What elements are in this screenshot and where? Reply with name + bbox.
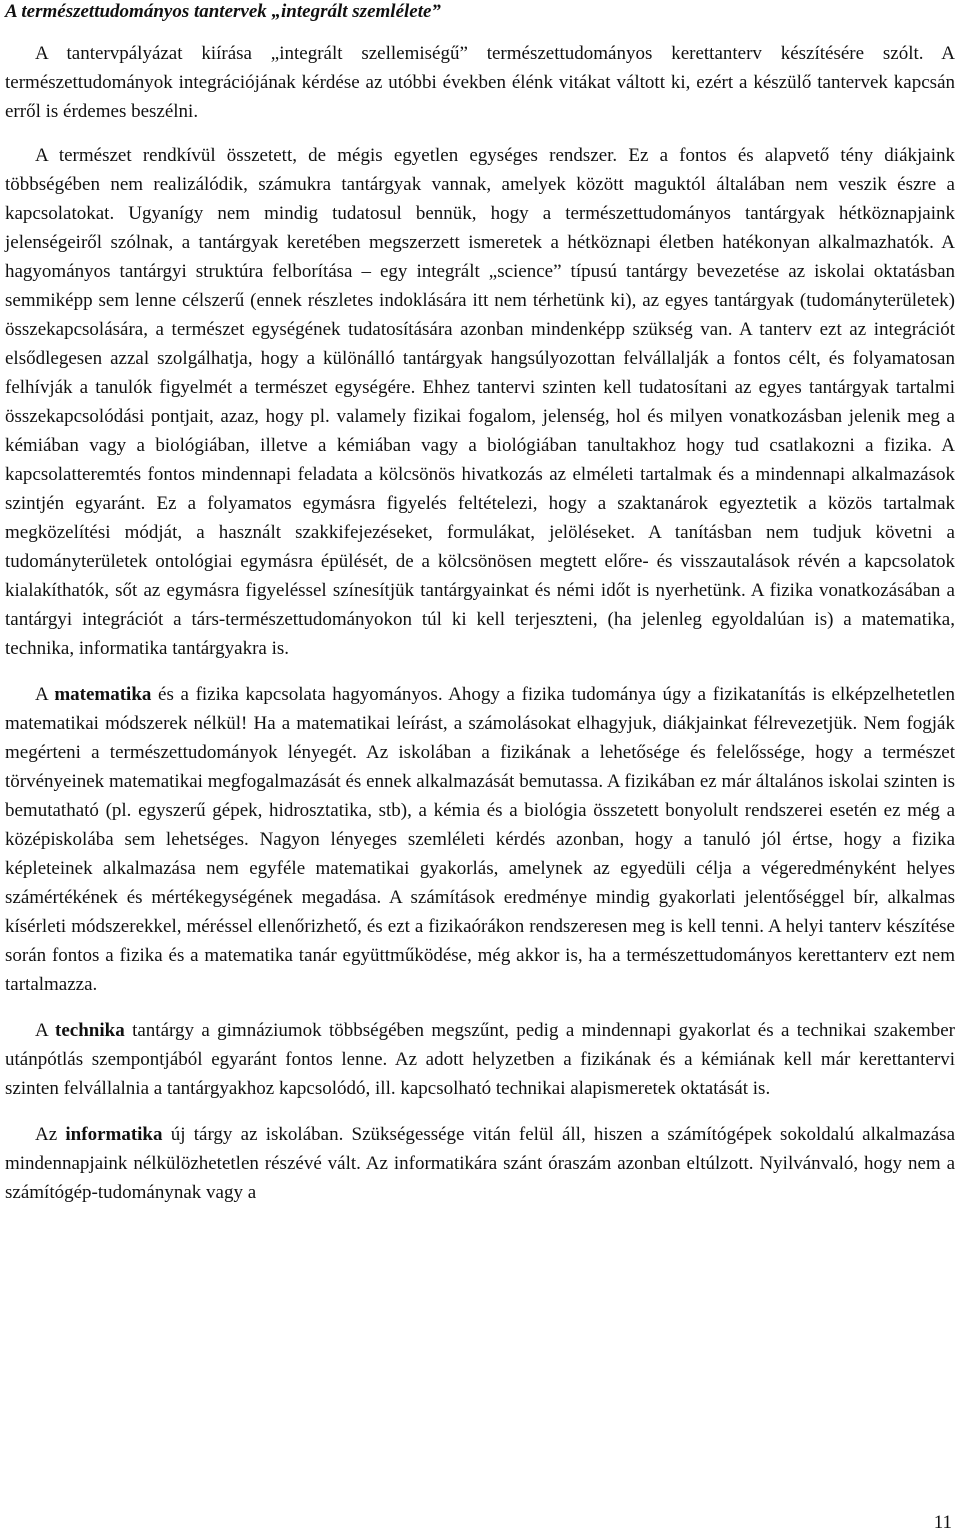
keyword-informatics: informatika xyxy=(65,1124,163,1145)
keyword-technology: technika xyxy=(55,1020,125,1041)
paragraph-mathematics-body: és a fizika kapcsolata hagyományos. Ahogy a fizika tudománya úgy a fizikatanítás is elképzelhetetlen matematikai módszerek nélkül! Ha a matematikai leírást, a számolásokat elhagyjuk, diákjainkat félrevezetjük. Nem fogják megérteni a természettudományok lényegét. Az iskolában a fizikának a lehetősége és felelőssége, hogy a természet törvényeinek matematikai megfogalmazását és ennek alkalmazását bemutassa. A fizikában ez már általános iskolai szinten is bemutatható (pl. egyszerű gépek, hidrosztatika, stb), a kémia és a biológia összetett bonyolult rendszerei esetén ez még a középiskolába sem lehetséges. Nagyon lényeges szemléleti kérdés azonban, hogy a tanuló jól értse, hogy a fizika képleteinek alkalmazása nem egyféle matematikai gyakorlás, amelynek az egyedüli célja a végeredményként helyes számértékének és mértékegységének megadása. A számítások eredménye mindig gyakorlati jelentőséggel bír, alkalmas kísérleti módszerekkel, méréssel ellenőrizhető, és ezt a fizikaórákon rendszeresen meg is kell tenni. A helyi tanterv készítése során fontos a fizika és a matematika tanár együttműködése, még akkor is, ha a természettudományos kerettanterv ezt nem tartalmazza. xyxy=(5,684,955,995)
page-number: 11 xyxy=(933,1512,952,1533)
section-heading: A természettudományos tantervek „integrált szemlélete” xyxy=(5,1,441,22)
paragraph-informatics xyxy=(5,1120,955,1207)
keyword-mathematics: matematika xyxy=(54,684,152,705)
paragraph-mathematics xyxy=(5,680,955,999)
paragraph-mathematics-lead: A xyxy=(35,684,55,705)
paragraph-technology-body: tantárgy a gimnáziumok többségében megszűnt, pedig a mindennapi gyakorlat és a technikai szakember utánpótlás szempontjából egyaránt fontos lenne. Az adott helyzetben a fizikának és a kémiának kell már kerettantervi szinten felvállalnia a tantárgyakhoz kapcsolódó, ill. kapcsolható technikai alapismeretek oktatását is. xyxy=(5,1020,955,1099)
paragraph-technology-lead: A xyxy=(35,1020,56,1041)
paragraph-informatics-body: új tárgy az iskolában. Szükségessége vitán felül áll, hiszen a számítógépek sokoldalú alkalmazása mindennapjaink nélkülözhetetlen részévé vált. Az informatikára szánt óraszám azonban eltúlzott. Nyilvánvaló, hogy nem a számítógép-tudománynak vagy a xyxy=(5,1124,955,1203)
document-page xyxy=(5,0,955,1207)
paragraph-technology xyxy=(5,1016,955,1103)
paragraph-intro: A tantervpályázat kiírása „integrált szellemiségű” természettudományos kerettanterv készítésére szólt. A természettudományok integrációjának kérdése az utóbbi években élénk vitákat váltott ki, ezért a készülő tantervek kapcsán erről is érdemes beszélni. xyxy=(5,43,955,122)
paragraph-informatics-lead: Az xyxy=(35,1124,66,1145)
paragraph-integration: A természet rendkívül összetett, de mégis egyetlen egységes rendszer. Ez a fontos és alapvető tény diákjaink többségében nem realizálódik, számukra tantárgyak vannak, amelyek között maguktól általában nem veszik észre a kapcsolatokat. Ugyanígy nem mindig tudatosul bennük, hogy a természettudományos tantárgyak hétköznapjaink jelenségeiről szólnak, a tantárgyak keretében megszerzett ismeretek a hétköznapi életben hatékonyan alkalmazhatók. A hagyományos tantárgyi struktúra felborítása – egy integrált „science” típusú tantárgy bevezetése az iskolai oktatásban semmiképp sem lenne célszerű (ennek részletes indoklására itt nem térhetünk ki), az egyes tantárgyak (tudományterületek) összekapcsolására, a természet egységének tudatosítására azonban mindenképp szükség van. A tanterv ezt az integrációt elsődlegesen azzal szolgálhatja, hogy a különálló tantárgyak hangsúlyozottan felvállalják a fontos célt, és folyamatosan felhívják a tanulók figyelmét a természet egységére. Ehhez tantervi szinten kell tudatosítani az egyes tantárgyak tartalmi összekapcsolódási pontjait, azaz, hogy pl. valamely fizikai fogalom, jelenség, hol és milyen vonatkozásban jelenik meg a kémiában vagy a biológiában, illetve a kémiában vagy a biológiában tanultakhoz hogy tud csatlakozni a fizika. A kapcsolatteremtés fontos mindennapi feladata a kölcsönös hivatkozás az elméleti tartalmak és a mindennapi alkalmazások szintjén egyaránt. Ez a folyamatos egymásra figyelés feltételezi, hogy a szaktanárok egyeztetik a közös tartalmak megközelítési módját, a használt szakkifejezéseket, formulákat, jelöléseket. A tanításban nem tudjuk követni a tudományterületek ontológiai egymásra épülését, de a kölcsönösen megtett előre- és visszautalások révén a kapcsolatok kialakíthatók, sőt az egymásra figyeléssel színesítjük tantárgyainkat és némi időt is nyerhetünk. A fizika vonatkozásában a tantárgyi integrációt a társ-természettudományokon túl ki kell terjeszteni, (ha jelenleg egyoldalúan is) a matematika, technika, informatika tantárgyakra is. xyxy=(5,145,955,659)
